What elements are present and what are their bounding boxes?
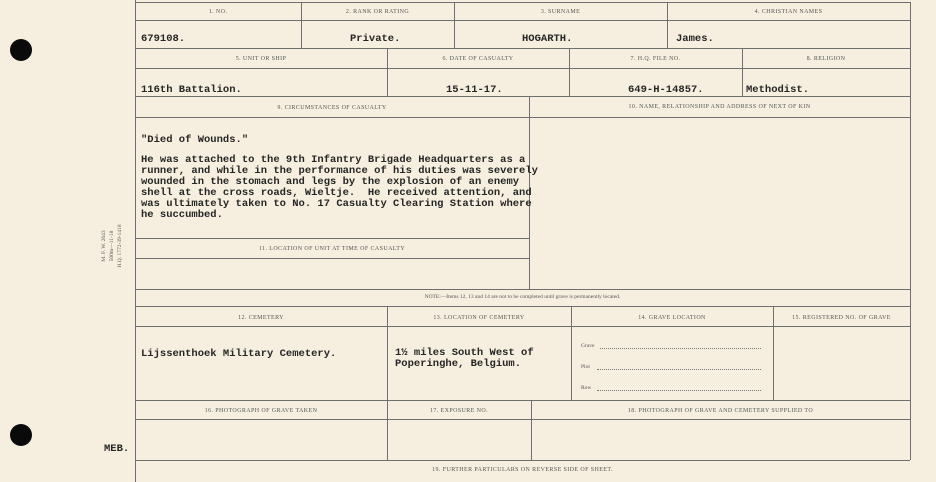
row1-bottom-rule — [135, 48, 910, 49]
header-surname: 3. SURNAME — [540, 9, 581, 15]
punch-hole-bottom — [10, 424, 32, 446]
header-exposure-no: 17. EXPOSURE NO. — [429, 408, 489, 414]
note-text: NOTE:—Items 12, 13 and 14 are not to be completed until grave is permanently located. — [424, 294, 621, 300]
header-unit: 5. UNIT OR SHIP — [235, 56, 287, 62]
value-no: 679108. — [141, 33, 186, 45]
row2-bottom-rule — [135, 96, 910, 97]
value-rank: Private. — [350, 33, 401, 45]
cemetery-bottom-rule — [135, 400, 910, 401]
value-unit: 116th Battalion. — [141, 84, 242, 96]
value-location-cemetery-line1: 1½ miles South West of — [395, 347, 534, 359]
header-photo-taken: 16. PHOTOGRAPH OF GRAVE TAKEN — [204, 408, 318, 414]
value-christian-names: James. — [676, 33, 714, 45]
header-further-particulars: 19. FURTHER PARTICULARS ON REVERSE SIDE OF SHEET. — [432, 467, 613, 473]
header-religion: 8. RELIGION — [806, 56, 846, 62]
row1-top-rule — [135, 2, 910, 3]
row2-header-rule — [135, 68, 910, 69]
row1-header-rule — [135, 20, 910, 21]
circumstances-bottom-rule — [135, 238, 529, 239]
header-rank: 2. RANK OR RATING — [345, 9, 410, 15]
value-hq-file: 649-H-14857. — [628, 84, 704, 96]
header-photo-supplied: 18. PHOTOGRAPH OF GRAVE AND CEMETERY SUPPLIED TO — [627, 408, 814, 414]
header-location-cemetery: 13. LOCATION OF CEMETERY — [433, 315, 525, 321]
photo-bottom-rule — [135, 460, 910, 461]
header-circumstances: 9. CIRCUMSTANCES OF CASUALTY — [277, 105, 387, 111]
value-date: 15-11-17. — [446, 84, 503, 96]
cemetery-header-rule — [135, 326, 910, 327]
header-no: 1. NO. — [208, 9, 228, 15]
circumstances-header-rule — [135, 117, 910, 118]
value-location-cemetery-line2: Poperinghe, Belgium. — [395, 358, 522, 370]
value-cemetery: Lijssenthoek Military Cemetery. — [141, 348, 337, 360]
plot-field-label: Plot — [581, 364, 590, 370]
value-surname: HOGARTH. — [522, 33, 573, 45]
right-rule — [910, 2, 911, 460]
photo-header-rule — [135, 419, 910, 420]
initials: MEB. — [104, 443, 130, 455]
header-next-of-kin: 10. NAME, RELATIONSHIP AND ADDRESS OF NEXT OF KIN — [628, 104, 811, 110]
grave-field-label: Grave — [581, 343, 595, 349]
header-location-unit: 11. LOCATION OF UNIT AT TIME OF CASUALTY — [258, 246, 406, 252]
header-hq-file: 7. H.Q. FILE NO. — [630, 56, 681, 62]
header-christian-names: 4. CHRISTIAN NAMES — [754, 9, 823, 15]
header-date: 6. DATE OF CASUALTY — [442, 56, 514, 62]
header-grave-location: 14. GRAVE LOCATION — [638, 315, 706, 321]
header-cemetery: 12. CEMETERY — [238, 315, 284, 321]
circumstances-title: "Died of Wounds." — [141, 134, 249, 146]
punch-hole-top — [10, 39, 32, 61]
casualty-card: M. F. W. 2643 500m—11-18 H.Q. 1772-39-1418 1. NO. 2. RANK OR RATING 3. SURNAME 4. CHRISTIAN NAMES 679108. Private. HOGARTH. James. 5. UNIT OR SHIP 6. DATE OF CASUALTY 7. H.Q. FILE NO. 8. RELIGION 116th Battalion. 15-11-17. 649-H-14857. Methodist. 9. CIRCUMSTANCES OF CASUALTY 10. NAME, RELATIONSHIP AND ADDRESS OF NEXT OF KIN "Died of Wounds." He was attached to the 9th Infantry Brigade Headquarters as a runner, and while in the performance of his duties was severely wounded in the stomach and legs by the explosion of an enemy shell at the cross roads, Wieltje. He received attention, and was ultimately taken to No. 17 Casualty Clearing Station where he succumbed. 11. LOCATION OF UNIT AT TIME OF CASUALTY NOTE:—Items 12, 13 and 14 are not to be completed until grave is permanently located. 12. CEMETERY 13. LOCATION OF CEMETERY 14. GRAVE LOCATION 15. REGISTERED NO. OF GRAVE Lijssenthoek Military Cemetery. 1½ miles South West of Poperinghe, Belgium. Grave Plot Row 16. PHOTOGRAPH OF GRAVE TAKEN 17. EXPOSURE NO. 18. PHOTOGRAPH OF GRAVE AND CEMETERY SUPPLIED TO MEB. 19. FURTHER PARTICULARS ON REVERSE SIDE OF SHEET. — [0, 0, 936, 482]
header-registered-no: 15. REGISTERED NO. OF GRAVE — [792, 315, 891, 321]
value-religion: Methodist. — [746, 84, 810, 96]
row-field-label: Row — [581, 385, 592, 391]
form-reference-side-text: M. F. W. 2643 500m—11-18 H.Q. 1772-39-1418 — [101, 224, 123, 268]
